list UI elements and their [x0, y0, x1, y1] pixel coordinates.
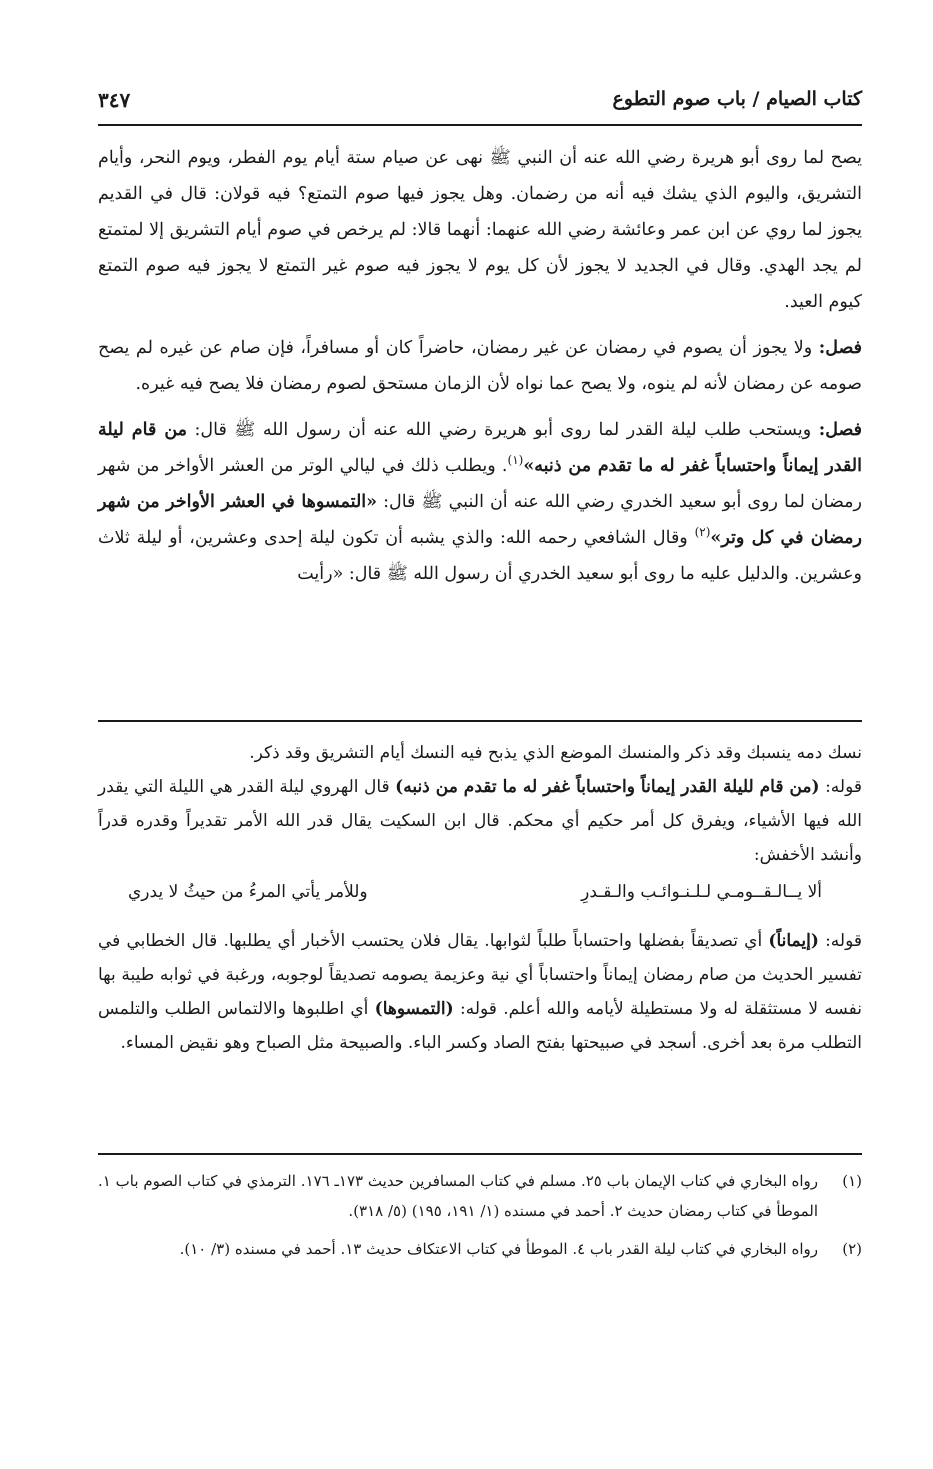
paragraph-text: ويستحب طلب ليلة القدر لما روى أبو هريرة رضي الله عنه أن رسول الله ﷺ قال:	[187, 420, 819, 440]
footnote-number: (٢)	[842, 1240, 862, 1258]
commentary-text: أي اطلبوها والالتماس الطلب والتلمس التطلب مرة بعد أخرى. أسجد في صبيحتها بفتح الصاد وكسر الباء. والصبيحة مثل الصباح وهو نقيض المساء.	[98, 999, 862, 1053]
hadith-quote: من قام ليلة القدر إيماناً واحتساباً غفر له ما تقدم من ذنبه»	[98, 420, 862, 476]
running-header	[98, 84, 862, 126]
section-heading: فصل:	[818, 338, 862, 358]
commentary-text: نسك دمه ينسبك وقد ذكر والمنسك الموضع الذي يذبح فيه النسك أيام التشريق وقد ذكر.	[249, 743, 862, 763]
verse-second-hemistich: وللأمر يأتي المرءُ من حيثُ لا يدري	[128, 882, 368, 902]
footnote	[98, 1234, 862, 1264]
hadith-quote: «التمسوها في العشر الأواخر من شهر رمضان في كل وتر»	[98, 492, 862, 548]
paragraph-text: يصح لما روى أبو هريرة رضي الله عنه أن النبي ﷺ نهى عن صيام ستة أيام يوم الفطر، ويوم النحر، وأيام التشريق، واليوم الذي يشك فيه أنه من رضمان. وهل يجوز فيها صوم التمتع؟ فيه قولان: قال في القديم يجوز لما روي عن ابن عمر وعائشة رضي الله عنهما: أنهما قالا: لم يرخص في صوم أيام التشريق إلا لمتمتع لم يجد الهدي. وقال في الجديد لا يجوز لأن كل يوم لا يجوز فيه صوم غير التمتع لا يجوز فيه صوم التمتع كيوم العيد.	[98, 148, 862, 312]
commentary-quote: (من قام لليلة القدر إيماناً واحتساباً غفر له ما تقدم من ذنبه)	[395, 777, 820, 797]
commentary-divider	[98, 720, 862, 722]
section-heading: فصل:	[818, 420, 862, 440]
footnote-ref: (١)	[507, 453, 524, 468]
paragraph	[98, 140, 862, 320]
commentary-paragraph	[98, 924, 862, 1060]
main-text	[98, 140, 862, 602]
footnote	[98, 1166, 862, 1226]
commentary	[98, 736, 862, 1060]
section-paragraph	[98, 412, 862, 592]
poetry-verse	[98, 872, 862, 924]
running-title: كتاب الصيام / باب صوم التطوع	[612, 88, 862, 110]
commentary-paragraph	[98, 770, 862, 872]
commentary-text: قوله:	[818, 931, 863, 951]
commentary-quote: (التمسوها)	[374, 999, 454, 1019]
paragraph-text: . ويطلب ذلك في ليالي الوتر من العشر الأواخر من شهر رمضان لما روى أبو سعيد الخدري رضي الله عنه أن النبي ﷺ قال:	[98, 456, 862, 512]
footnote-ref: (٢)	[694, 525, 711, 540]
section-paragraph	[98, 330, 862, 402]
paragraph-text: ولا يجوز أن يصوم في رمضان عن غير رمضان، حاضراً كان أو مسافراً، فإن صام عن غيره لم يصح صومه عن رمضان لأنه لم ينوه، ولا يصح عما نواه لأن الزمان مستحق لصوم رمضان فلا يصح فيه غيره.	[98, 338, 862, 394]
footnote-number: (١)	[842, 1172, 862, 1190]
commentary-text: قوله:	[819, 777, 863, 797]
commentary-text: أي تصديقاً بفضلها واحتساباً طلباً لثوابها. يقال فلان يحتسب الأخبار أي يطلبها. قال الخطابي في تفسير الحديث من صام رمضان إيماناً واحتساباً أي نية وعزيمة يصومه تصديقاً لوجوبه، ورغبة في ثوابه طيبة بها نفسه لا مستثقلة له ولا مستطيلة لأيامه والله أعلم. قوله:	[98, 931, 862, 1019]
footnotes	[98, 1166, 862, 1272]
verse-first-hemistich: ألا يــالـقــومـي لـلـنـوائـب والـقـدرِ	[581, 882, 822, 902]
page-number: ٣٤٧	[98, 88, 131, 112]
paragraph-text: وقال الشافعي رحمه الله: والذي يشبه أن تكون ليلة إحدى وعشرين، أو ليلة ثلاث وعشرين. والدليل عليه ما روى أبو سعيد الخدري أن رسول الله ﷺ قال: «رأيت	[98, 528, 862, 584]
commentary-paragraph	[98, 736, 862, 770]
footnotes-divider	[98, 1153, 862, 1155]
commentary-quote: (إيماناً)	[768, 931, 819, 951]
footnote-text: رواه البخاري في كتاب ليلة القدر باب ٤. الموطأ في كتاب الاعتكاف حديث ١٣. أحمد في مسنده (٣/ ١٠).	[179, 1240, 818, 1258]
commentary-text: قال الهروي ليلة القدر هي الليلة التي يقدر الله فيها الأشياء، ويفرق كل أمر حكيم أي محكم. قال ابن السكيت يقال قدر الله الأمر تقديراً وقدره قدراً وأنشد الأخفش:	[98, 777, 862, 865]
footnote-text: رواه البخاري في كتاب الإيمان باب ٢٥. مسلم في كتاب المسافرين حديث ١٧٣ـ ١٧٦. الترمذي في كتاب الصوم باب ١. الموطأ في كتاب رمضان حديث ٢. أحمد في مسنده (١/ ١٩١، ١٩٥) (٥/ ٣١٨).	[98, 1172, 818, 1220]
